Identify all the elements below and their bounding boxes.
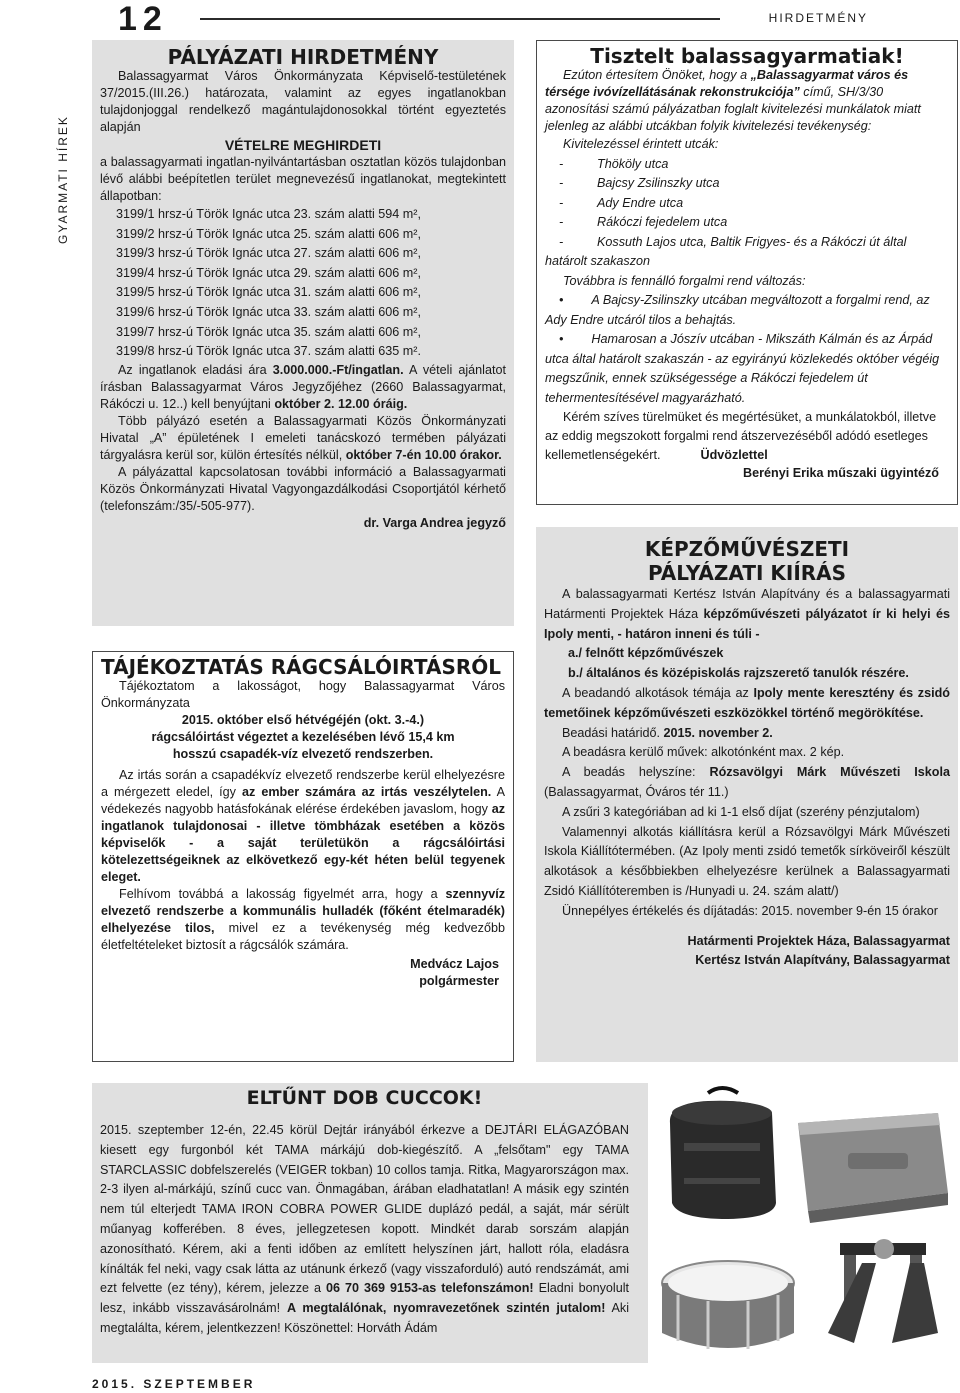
- p1-bold: az ember számára az irtás veszélytelen.: [242, 785, 492, 799]
- ragcsalo-signature-name: Medvácz Lajos: [410, 957, 499, 971]
- street-item: - Thököly utca: [559, 156, 669, 171]
- ragcsalo-p1: [101, 767, 505, 886]
- tisztelt-title: Tisztelt balassagyarmatiak!: [590, 44, 904, 68]
- tom-drum-image: [662, 1261, 794, 1349]
- streets-tail: határolt szakaszon: [545, 254, 651, 268]
- street-name: Thököly utca: [597, 156, 669, 171]
- deadline-label: Beadási határidő.: [562, 725, 664, 740]
- category-b: b./ általános és középiskolás rajzszerető tanulók részére.: [568, 666, 909, 681]
- theme-bold: Ipoly mente keresztény és zsidó temetőinek képzőművészeti eszközökkel történő megörökítése.: [544, 685, 950, 720]
- p1-mid: A védekezés nagyobb hatásfokának elérése érdekében javaslom, hogy: [101, 785, 505, 816]
- ragcsalo-date: 2015. október első hétvégéjén (okt. 3.-4.): [181, 713, 425, 727]
- drum-bag-image: [670, 1088, 776, 1219]
- dob-text-3: Aki megtalálta, kérem, jelentkezzen! Köszönettel: Horváth Ádám: [100, 1301, 629, 1335]
- multi-text: Több pályázó esetén a Balassagyarmati Közös Önkormányzati Hivatal „A” épületének I emeleti tanácskozó termében pályázati tárgyalásra kerül sor, külön értesítés nélkül,: [100, 413, 506, 462]
- theme-text: A beadandó alkotások témája az: [562, 685, 754, 700]
- dob-text: [92, 1117, 637, 1343]
- kepzo-works: A beadásra kerülő művek: alkotónként max. 2 kép.: [562, 745, 845, 760]
- palyazat-intro: Balassagyarmat Város Önkormányzata Képviselő-testületének 37/2015.(III.26.) határozata, valamint az egyes ingatlanokban tulajdonjoggal rendelkező magántulajdonosokkal történt egyeztetés alapján: [100, 69, 506, 134]
- dob-reward: A megtalálónak, nyomravezetőnek szintén jutalom!: [286, 1301, 606, 1316]
- ragcsalo-action: rágcsálóirtást végeztet a kezelésében lévő 15,4 km hosszú csapadék-víz elvezető rendszerben.: [151, 730, 455, 761]
- palyazat-desc: a balassagyarmati ingatlan-nyilvántartásban osztatlan közös tulajdonban lévő alábbi beépítetlen terület megnevezésű ingatlanokat, megtekintett állapotban:: [100, 155, 506, 203]
- p1-bold2: az ingatlanok tulajdonosai - illetve tömbházak esetében a közös képviselők - a saját területükön a rágcsálóirtási kötelezettségeiknek az elkövetkező egy-két héten belül tegyenek eleget.: [101, 802, 505, 884]
- palyazat-title: PÁLYÁZATI HIRDETMÉNY: [167, 45, 439, 69]
- kepzo-title-2: PÁLYÁZATI KIÍRÁS: [647, 561, 847, 585]
- category-a: a./ felnőtt képzőművészek: [568, 646, 724, 661]
- price-label: Az ingatlanok eladási ára: [118, 362, 273, 377]
- street-name: Bajcsy Zsilinszky utca: [597, 176, 720, 190]
- palyazat-signature: dr. Varga Andrea jegyző: [363, 515, 506, 530]
- p2-rest: mivel ez a tevékenység még kedvezőbb életfeltételeket biztosít a rágcsálók számára.: [101, 921, 505, 952]
- palyazat-subtitle: VÉTELRE MEGHIRDETI: [224, 137, 382, 153]
- submit-deadline: október 2. 12.00 óráig.: [274, 396, 408, 411]
- submit-text: A vételi ajánlatot írásban Balassagyarmat Város Jegyzőjéhez (2660 Balassagyarmat, Rákóczi u. 12..) kell benyújtani: [100, 362, 506, 411]
- drum-photo: [648, 1083, 958, 1363]
- header-rule: [200, 18, 720, 20]
- kepzo-theme: [544, 684, 950, 724]
- lot-item: 3199/8 hrsz-ú Török Ignác utca 37. szám alatti 635 m².: [116, 344, 421, 359]
- dob-phone: 06 70 369 9153-as telefonszámon!: [326, 1281, 534, 1296]
- traffic-item: • A Bajcsy-Zsilinszky utcában megváltozott a forgalmi rend, az Ady Endre utcáról tilos a behajtás.: [545, 293, 930, 327]
- palyazat-price: [100, 362, 506, 413]
- intro-rest: című, SH/3/30 azonosítási számú pályázatban foglalt kivitelezési munkálatok miatt jelenleg az alábbi utcákban folyik kivitelezési tevékenység:: [545, 85, 921, 133]
- ragcsalo-intro: Tájékoztatom a lakosságot, hogy Balassagyarmat Város Önkormányzata: [101, 679, 505, 710]
- lot-item: 3199/6 hrsz-ú Török Ignác utca 33. szám alatti 606 m²,: [116, 304, 421, 319]
- p2-bold: szennyvíz elvezető rendszerbe a kommunális hulladék (főként ételmaradék) elhelyezése tilos,: [101, 887, 505, 935]
- street-list: [545, 135, 949, 408]
- place-address: (Balassagyarmat, Óváros tér 11.): [544, 784, 729, 799]
- street-item: - Bajcsy Zsilinszky utca: [559, 176, 720, 190]
- lot-list: [100, 205, 506, 362]
- intro-text: A balassagyarmati Kertész István Alapítvány és a balassagyarmati Határmenti Projektek Háza: [544, 587, 950, 621]
- place-label: A beadás helyszíne:: [562, 765, 710, 780]
- palyazat-info: A pályázattal kapcsolatosan további információ a Balassagyarmati Közös Önkormányzati Hivatal Vagyongazdálkodási Csoportjától kérhető (telefonszám:/35/-505-977).: [100, 464, 506, 513]
- lot-item: 3199/7 hrsz-ú Török Ignác utca 35. szám alatti 606 m²,: [116, 324, 421, 339]
- price-value: 3.000.000.-Ft/ingatlan.: [272, 362, 404, 377]
- dob-title: ELTŰNT DOB CUCCOK!: [246, 1087, 483, 1109]
- traffic-label: Továbbra is fennálló forgalmi rend változás:: [563, 273, 806, 288]
- street-item: - Rákóczi fejedelem utca: [559, 215, 728, 229]
- ragcsaloirtas-box: [92, 651, 514, 1062]
- pedal-case-image: [798, 1113, 948, 1223]
- tisztelt-intro: [545, 67, 949, 135]
- project-name: „Balassagyarmat város és térsége ivóvízellátásának rekonstrukciója”: [545, 68, 909, 99]
- street-name: Ady Endre utca: [597, 195, 684, 210]
- kepzo-exhibit: Valamennyi alkotás kiállításra kerül a Rózsavölgyi Márk Művészeti Iskola Kiállítótermében. (Az Ipoly menti zsidó temetők sírköveiről készült alkotások a későbbiekben elhelyezésre kerülnek a Balassagyarmati Zsidó Kiállítóteremben is /Hunyadi u. 24. szám alatt/): [544, 824, 950, 898]
- kepzo-sig-2: Kertész István Alapítvány, Balassagyarmat: [695, 953, 950, 968]
- ragcsalo-p2: [101, 886, 505, 954]
- page-number: 12: [118, 0, 168, 38]
- kepzo-ceremony: Ünnepélyes értékelés és díjátadás: 2015. november 9-én 15 órakor: [562, 903, 938, 918]
- place-bold: Rózsavölgyi Márk Művészeti Iskola: [709, 765, 950, 780]
- tisztelt-signature: Berényi Erika műszaki ügyintéző: [743, 466, 939, 480]
- traffic-text: Hamarosan a Jószív utcában - Mikszáth Kálmán és az Árpád utca által határolt szakaszán - az egyirányú közlekedés október végéig megszűnik, ennek szükségessége a Rákóczi fejedelem út tehermentesítésével magyarázható.: [545, 332, 940, 405]
- kepzomuveszeti-palyazat-box: [536, 527, 958, 1062]
- kepzo-sig-1: Határmenti Projektek Háza, Balassagyarmat: [687, 933, 950, 948]
- kepzo-place: [544, 763, 950, 803]
- section-name: HIRDETMÉNY: [768, 11, 868, 25]
- greeting: Üdvözlettel: [700, 448, 768, 462]
- tisztelt-balassagyarmatiak-box: [536, 40, 958, 505]
- palyazat-multi: [100, 413, 506, 464]
- kepzo-jury: A zsűri 3 kategóriában ad ki 1-1 első díjat (szerény pénzjutalom): [562, 804, 920, 819]
- dob-text-2: Eladni bonyolult lesz, inkább visszavásárolnám!: [100, 1281, 629, 1316]
- side-tab: GYARMATI HÍREK: [56, 115, 70, 245]
- lot-item: 3199/4 hrsz-ú Török Ignác utca 29. szám alatti 606 m²,: [116, 265, 421, 280]
- intro-text: Ezúton értesítem Önöket, hogy a: [563, 68, 751, 82]
- deadline-value: 2015. november 2.: [663, 725, 773, 740]
- lot-item: 3199/5 hrsz-ú Török Ignác utca 31. szám alatti 606 m²,: [116, 285, 421, 300]
- traffic-item: • Hamarosan a Jószív utcában - Mikszáth Kálmán és az Árpád utca által határolt szakaszán - az egyirányú közlekedés október végéig megszűnik, ennek szükségessége a Rákóczi fejedelem út tehermentesítésével magyarázható.: [545, 332, 940, 405]
- tisztelt-closing: [545, 408, 949, 465]
- street-name: Kossuth Lajos utca, Baltik Frigyes- és a Rákóczi út által: [597, 234, 907, 249]
- dob-photos: [648, 1083, 958, 1363]
- kepzo-body: [544, 585, 950, 971]
- dob-text-1: 2015. szeptember 12-én, 22.45 körül Dejtár irányából érkezve a DEJTÁRI ELÁGAZÓBAN kiesett egy furgonból két TAMA márkájú dob-kiegészítő. A „felsőtam" egy TAMA STARCLASSIC dobfelszerelés (VEIGER tokban) 10 collos tamja. Ritka, Magyarországon max. 2-3 ilyen al-márkájú, színű cucc van. Önmagában, árában eladhatatlan! A másik egy szintén nem túl elterjedt TAMA IRON COBRA POWER GLIDE duplázó pedál, a saját, már sérült műanyag kofferében. 8 éves, jellegzetesen kopott. Mindkét darab sorszám alapján azonosítható. Kérem, aki a fenti időben az említett helyszínen járt, hallott róla, eladásra kínálták fel neki, vagy csak látta az utánunk érkező (vagy visszaforduló) autó rendszámát, ami ezt felvette (ez tény), kérem, jelezze a: [100, 1123, 629, 1296]
- lot-item: 3199/3 hrsz-ú Török Ignác utca 27. szám alatti 606 m²,: [116, 246, 421, 261]
- ragcsalo-signature-title: polgármester: [419, 974, 499, 988]
- traffic-text: A Bajcsy-Zsilinszky utcában megváltozott a forgalmi rend, az Ady Endre utcáról tilos a behajtás.: [545, 293, 930, 327]
- p2-text: Felhívom továbbá a lakosság figyelmét arra, hogy a: [119, 887, 446, 901]
- p1-text: Az irtás során a csapadékvíz elvezető rendszerbe kerül elhelyezésre a mérgezett eledel, így: [101, 768, 505, 799]
- ragcsalo-title: TÁJÉKOZTATÁS RÁGCSÁLÓIRTÁSRÓL: [101, 655, 502, 679]
- street-item: - Kossuth Lajos utca, Baltik Frigyes- és a Rákóczi út által: [559, 234, 907, 249]
- street-item: - Ady Endre utca: [559, 195, 684, 210]
- lot-item: 3199/1 hrsz-ú Török Ignác utca 23. szám alatti 594 m²,: [116, 207, 421, 221]
- palyazati-hirdetmeny-box: [92, 40, 514, 626]
- lot-item: 3199/2 hrsz-ú Török Ignác utca 25. szám alatti 606 m²,: [116, 226, 421, 241]
- kepzo-intro: [544, 585, 950, 644]
- footer-date: 2015. SZEPTEMBER: [92, 1377, 256, 1391]
- kepzo-title-1: KÉPZŐMŰVÉSZETI: [644, 537, 850, 561]
- closing-text: Kérém szíves türelmüket és megértésüket, a munkálatokból, illetve az eddig megszokott forgalmi rend átszervezéséből adódó esetleges kellemetlenségekért.: [545, 410, 937, 462]
- street-name: Rákóczi fejedelem utca: [597, 215, 728, 229]
- eltunt-dob-box: [92, 1083, 958, 1363]
- streets-label: Kivitelezéssel érintett utcák:: [563, 137, 719, 151]
- multi-date: október 7-én 10.00 órakor.: [345, 447, 502, 462]
- kepzo-deadline: [544, 724, 950, 744]
- intro-bold: képzőművészeti pályázatot ír ki helyi és Ipoly menti, - határon inneni és túli -: [544, 606, 950, 641]
